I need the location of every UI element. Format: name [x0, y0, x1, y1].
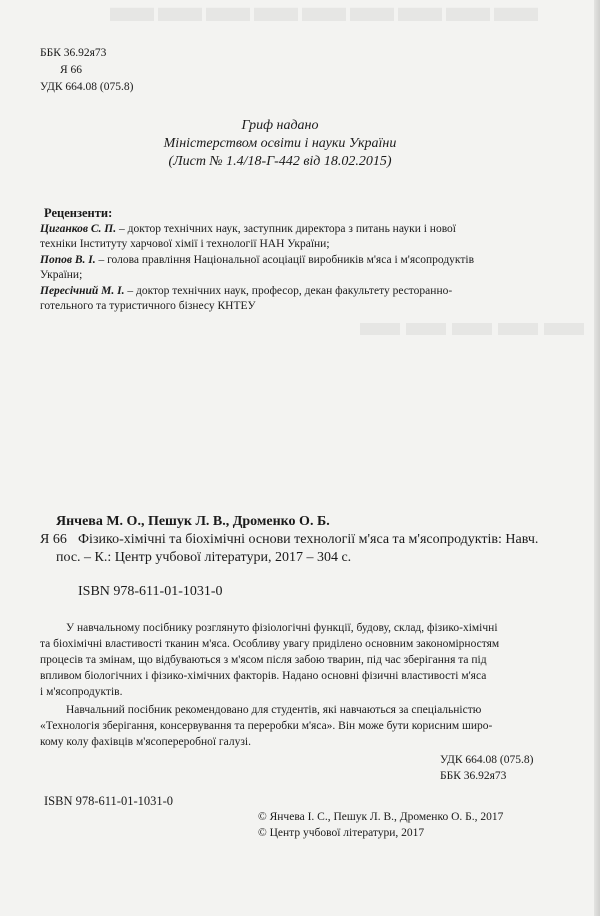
catalog-title-line-2: пос. – К.: Центр учбової літератури, 2017 – 304 с.	[56, 550, 352, 565]
catalog-code: Я 66	[40, 532, 67, 547]
bleed-through-ghost-middle: ▬▬▬▬▬	[360, 300, 590, 344]
reviewer-1-name: Циганков С. П.	[40, 223, 117, 235]
reviewer-2-name: Попов В. І.	[40, 254, 96, 266]
reviewer-1	[40, 222, 566, 236]
catalog-isbn: ISBN 978-611-01-1031-0	[78, 584, 223, 599]
annotation-p1-line-3: процесів та змінам, що відбуваються з м'ясом після забою тварин, під час зберігання та під	[40, 654, 487, 666]
reviewer-1-text-a: – доктор технічних наук, заступник директора з питань науки і нової	[116, 223, 456, 235]
reviewer-3	[40, 284, 566, 298]
reviewer-3-name: Пересічний М. І.	[40, 285, 125, 297]
ya-code-top: Я 66	[60, 64, 83, 76]
grif-line-3: (Лист № 1.4/18-Г-442 від 18.02.2015)	[168, 154, 392, 169]
copyright-publisher: © Центр учбової літератури, 2017	[258, 827, 425, 839]
annotation-p2-line-2: «Технологія зберігання, консервування та переробки м'яса». Він може бути корисним широ-	[40, 720, 493, 732]
bbk-code-top: ББК 36.92я73	[40, 47, 107, 59]
copyright-authors: © Янчева І. С., Пешук Л. В., Дроменко О. Б., 2017	[258, 811, 504, 823]
annotation-p2-line-1: Навчальний посібник рекомендовано для студентів, які навчаються за спеціальністю	[66, 704, 482, 716]
udk-code-bottom: УДК 664.08 (075.8)	[440, 754, 534, 766]
isbn-bottom: ISBN 978-611-01-1031-0	[44, 794, 174, 808]
udk-code-top: УДК 664.08 (075.8)	[40, 81, 134, 93]
bbk-code-bottom: ББК 36.92я73	[440, 770, 507, 782]
reviewer-3-text-a: – доктор технічних наук, професор, декан факультету ресторанно-	[124, 285, 453, 297]
annotation-p1-line-4: впливом біологічних і фізико-хімічних факторів. Надано основні фізичні властивості м'яса	[40, 670, 487, 682]
annotation-p1-line-1: У навчальному посібнику розглянуто фізіологічні функції, будову, склад, фізико-хімічні	[66, 622, 498, 634]
reviewer-2	[40, 253, 566, 267]
reviewers-heading: Рецензенти:	[44, 206, 113, 220]
annotation-p1-line-2: та біохімічні властивості тканин м'яса. Особливу увагу приділено основним закономірностям	[40, 638, 500, 650]
reviewer-2-line-2: України;	[40, 269, 83, 281]
reviewer-3-line-2: готельного та туристичного бізнесу КНТЕУ	[40, 300, 256, 312]
grif-line-1: Гриф надано	[241, 118, 319, 133]
grif-line-2: Міністерством освіти і науки України	[163, 136, 397, 151]
page-edge-shadow	[594, 0, 600, 916]
reviewer-2-text-a: – голова правління Національної асоціації виробників м'яса і м'ясопродуктів	[95, 254, 475, 266]
bleed-through-ghost-top: ▬▬▬▬▬▬▬▬▬	[110, 0, 542, 31]
annotation-p1-line-5: і м'ясопродуктів.	[40, 686, 123, 698]
catalog-title-line-1: Фізико-хімічні та біохімічні основи технології м'яса та м'ясопродуктів: Навч.	[78, 532, 539, 547]
catalog-authors: Янчева М. О., Пешук Л. В., Дроменко О. Б.	[56, 514, 330, 529]
reviewer-1-line-2: техніки Інституту харчової хімії і технології НАН України;	[40, 238, 330, 250]
annotation-p2-line-3: кому колу фахівців м'ясопереробної галузі.	[40, 736, 251, 748]
